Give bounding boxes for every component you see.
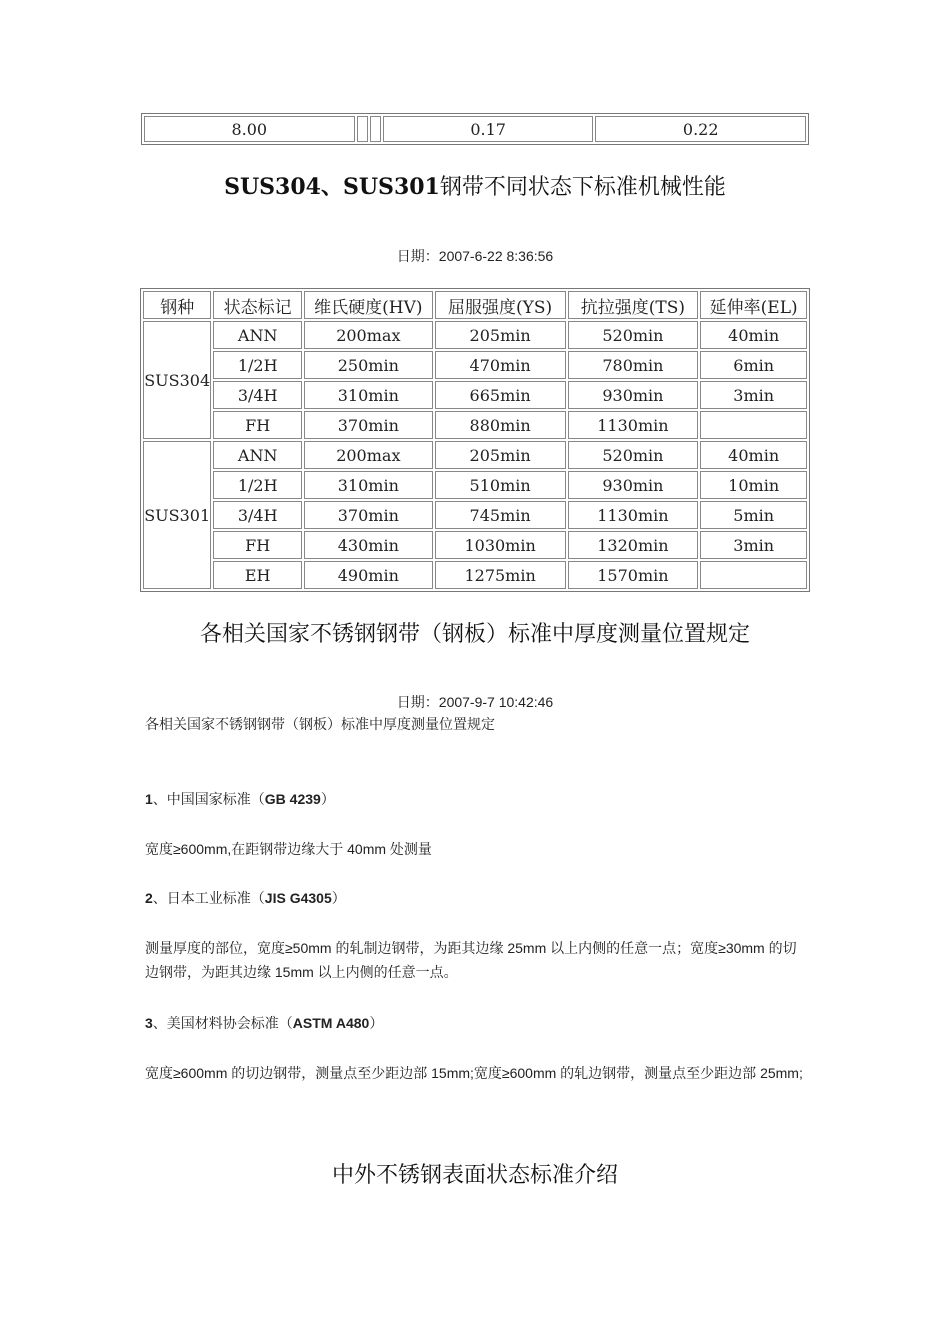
item-heading [145, 1011, 810, 1035]
table-cell: ANN [213, 321, 302, 349]
section2-date: 日期：2007-9-7 10:42:46 [396, 694, 554, 710]
table-cell: 1320min [568, 531, 699, 559]
table-cell: 5min [700, 501, 807, 529]
table-cell: 0.17 [383, 116, 594, 142]
table-cell: 1275min [435, 561, 566, 589]
table-cell: 250min [304, 351, 433, 379]
table-cell [700, 561, 807, 589]
table-cell: 3min [700, 381, 807, 409]
item-number: 2 [145, 890, 153, 906]
table-cell: 880min [435, 411, 566, 439]
table-cell: 40min [700, 321, 807, 349]
item-heading-close: ） [331, 890, 346, 906]
section3-title: 中外不锈钢表面状态标准介绍 [331, 1163, 618, 1188]
table-cell: 780min [568, 351, 699, 379]
table-cell: 1/2H [213, 351, 302, 379]
table-cell: 205min [435, 441, 566, 469]
item-heading-close: ） [320, 791, 335, 807]
item-body: 宽度≥600mm,在距钢带边缘大于 40mm 处测量 [145, 841, 432, 857]
standard-code: JIS G4305 [264, 890, 332, 906]
table-row [143, 471, 807, 499]
column-header: 状态标记 [213, 291, 302, 319]
section1-date: 日期：2007-6-22 8:36:56 [396, 248, 554, 264]
table-cell: ANN [213, 441, 302, 469]
table-cell: 6min [700, 351, 807, 379]
table-cell: 1130min [568, 501, 699, 529]
table-row [143, 321, 807, 349]
table-cell: 0.22 [595, 116, 806, 142]
item-body: 测量厚度的部位，宽度≥50mm 的轧制边钢带，为距其边缘 25mm 以上内侧的任意一点；宽度≥30mm 的切边钢带，为距其边缘 15mm 以上内侧的任意一点。 [145, 940, 797, 980]
table-cell: 520min [568, 321, 699, 349]
table-cell: 1130min [568, 411, 699, 439]
column-header: 延伸率(EL) [700, 291, 807, 319]
table-cell: 1030min [435, 531, 566, 559]
section1-title [0, 170, 950, 201]
column-header: 抗拉强度(TS) [568, 291, 699, 319]
table-cell: 470min [435, 351, 566, 379]
mechanical-properties-table [140, 288, 810, 592]
table-row [143, 501, 807, 529]
column-header: 屈服强度(YS) [435, 291, 566, 319]
table-cell: 490min [304, 561, 433, 589]
column-header: 维氏硬度(HV) [304, 291, 433, 319]
standard-code: ASTM A480 [292, 1015, 370, 1031]
table-cell: 370min [304, 411, 433, 439]
table-row [144, 116, 806, 142]
table-cell: 510min [435, 471, 566, 499]
table-cell: 520min [568, 441, 699, 469]
table-cell: 310min [304, 471, 433, 499]
grade-cell: SUS301 [143, 441, 211, 589]
item-heading-text: 、中国国家标准（ [152, 791, 265, 807]
item-heading-text: 、日本工业标准（ [152, 890, 265, 906]
table-cell: 745min [435, 501, 566, 529]
table-cell: 370min [304, 501, 433, 529]
table-cell: 310min [304, 381, 433, 409]
table-cell: 3/4H [213, 381, 302, 409]
table-cell: 8.00 [144, 116, 355, 142]
table-row [143, 411, 807, 439]
table-cell: FH [213, 411, 302, 439]
section1-title-grades: SUS304、SUS301 [224, 174, 440, 200]
table-cell: 930min [568, 471, 699, 499]
item-number: 1 [145, 791, 153, 807]
table-cell: 3/4H [213, 501, 302, 529]
table-cell: 1570min [568, 561, 699, 589]
table-cell: 1/2H [213, 471, 302, 499]
table-row [143, 351, 807, 379]
column-header: 钢种 [143, 291, 211, 319]
table-cell: 10min [700, 471, 807, 499]
section2-subtitle: 各相关国家不锈钢钢带（钢板）标准中厚度测量位置规定 [145, 716, 495, 732]
table-row [143, 441, 807, 469]
table-row [143, 561, 807, 589]
item-number: 3 [145, 1015, 153, 1031]
item-body: 宽度≥600mm 的切边钢带，测量点至少距边部 15mm;宽度≥600mm 的轧边钢带，测量点至少距边部 25mm; [145, 1065, 803, 1081]
item-heading-close: ） [369, 1015, 384, 1031]
table-cell: 40min [700, 441, 807, 469]
table-header-row [143, 291, 807, 319]
grade-cell: SUS304 [143, 321, 211, 439]
table-row [143, 531, 807, 559]
table-cell [357, 116, 368, 142]
table-cell: 430min [304, 531, 433, 559]
table-cell: EH [213, 561, 302, 589]
section2-title: 各相关国家不锈钢钢带（钢板）标准中厚度测量位置规定 [199, 622, 750, 647]
previous-table-fragment [141, 113, 809, 145]
item-heading [145, 886, 810, 910]
item-heading [145, 787, 810, 811]
table-cell: FH [213, 531, 302, 559]
table-cell: 200max [304, 321, 433, 349]
standard-code: GB 4239 [264, 791, 321, 807]
table-cell: 205min [435, 321, 566, 349]
table-cell: 3min [700, 531, 807, 559]
table-cell [370, 116, 381, 142]
table-cell: 200max [304, 441, 433, 469]
section1-title-text: 钢带不同状态下标准机械性能 [439, 175, 726, 200]
table-row [143, 381, 807, 409]
table-cell: 930min [568, 381, 699, 409]
table-cell: 665min [435, 381, 566, 409]
item-heading-text: 、美国材料协会标准（ [152, 1015, 293, 1031]
table-cell [700, 411, 807, 439]
